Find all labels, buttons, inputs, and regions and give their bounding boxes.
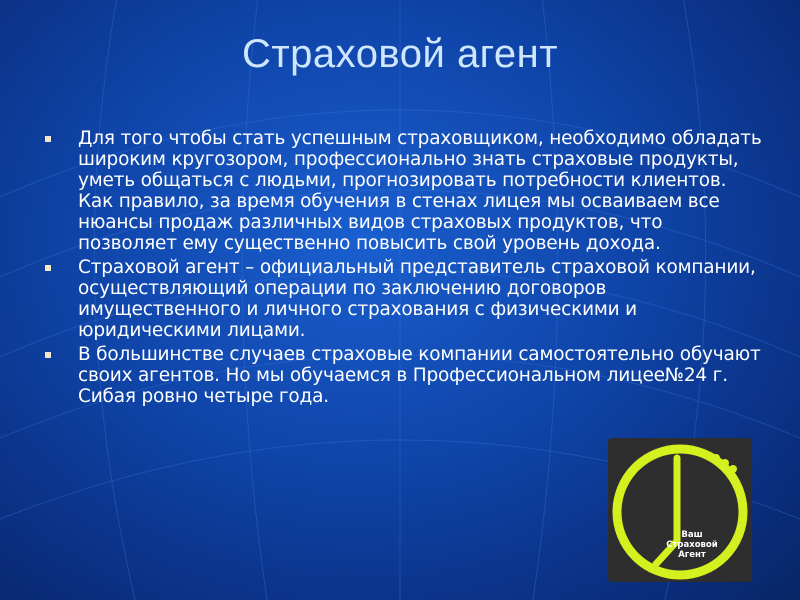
bullet-item	[45, 344, 765, 407]
square-bullet-icon	[45, 352, 51, 358]
slide-title: Страховой агент	[241, 32, 559, 76]
bullet-text: В большинстве случаев страховые компании самостоятельно обучают своих агентов. Но мы обучаемся в Профессиональном лицее№24 г. Сибая ровно четыре года.	[78, 344, 761, 407]
clock-icon	[608, 438, 752, 582]
bullet-list	[45, 128, 765, 410]
bullet-text: Для того чтобы стать успешным страховщиком, необходимо обладать широким кругозором, профессионально знать страховые продукты, уметь общаться с людьми, прогнозировать потребности клиентов. Как правило, за время обучения в стенах лицея мы осваиваем все нюансы продаж различных видов страховых продуктов, что позволяет ему существенно повысить свой уровень дохода.	[78, 128, 762, 254]
insurance-agent-logo	[608, 438, 752, 582]
square-bullet-icon	[45, 136, 51, 142]
logo-line: Страховой	[666, 540, 718, 550]
bullet-item	[45, 257, 765, 341]
logo-line: Ваш	[681, 530, 703, 540]
logo-text	[663, 530, 721, 560]
logo-line: Агент	[678, 550, 706, 560]
bullet-item	[45, 128, 765, 254]
bullet-text: Страховой агент – официальный представитель страховой компании, осуществляющий операции по заключению договоров имущественного и личного страхования с физическими и юридическими лицами.	[78, 257, 756, 341]
square-bullet-icon	[45, 265, 51, 271]
